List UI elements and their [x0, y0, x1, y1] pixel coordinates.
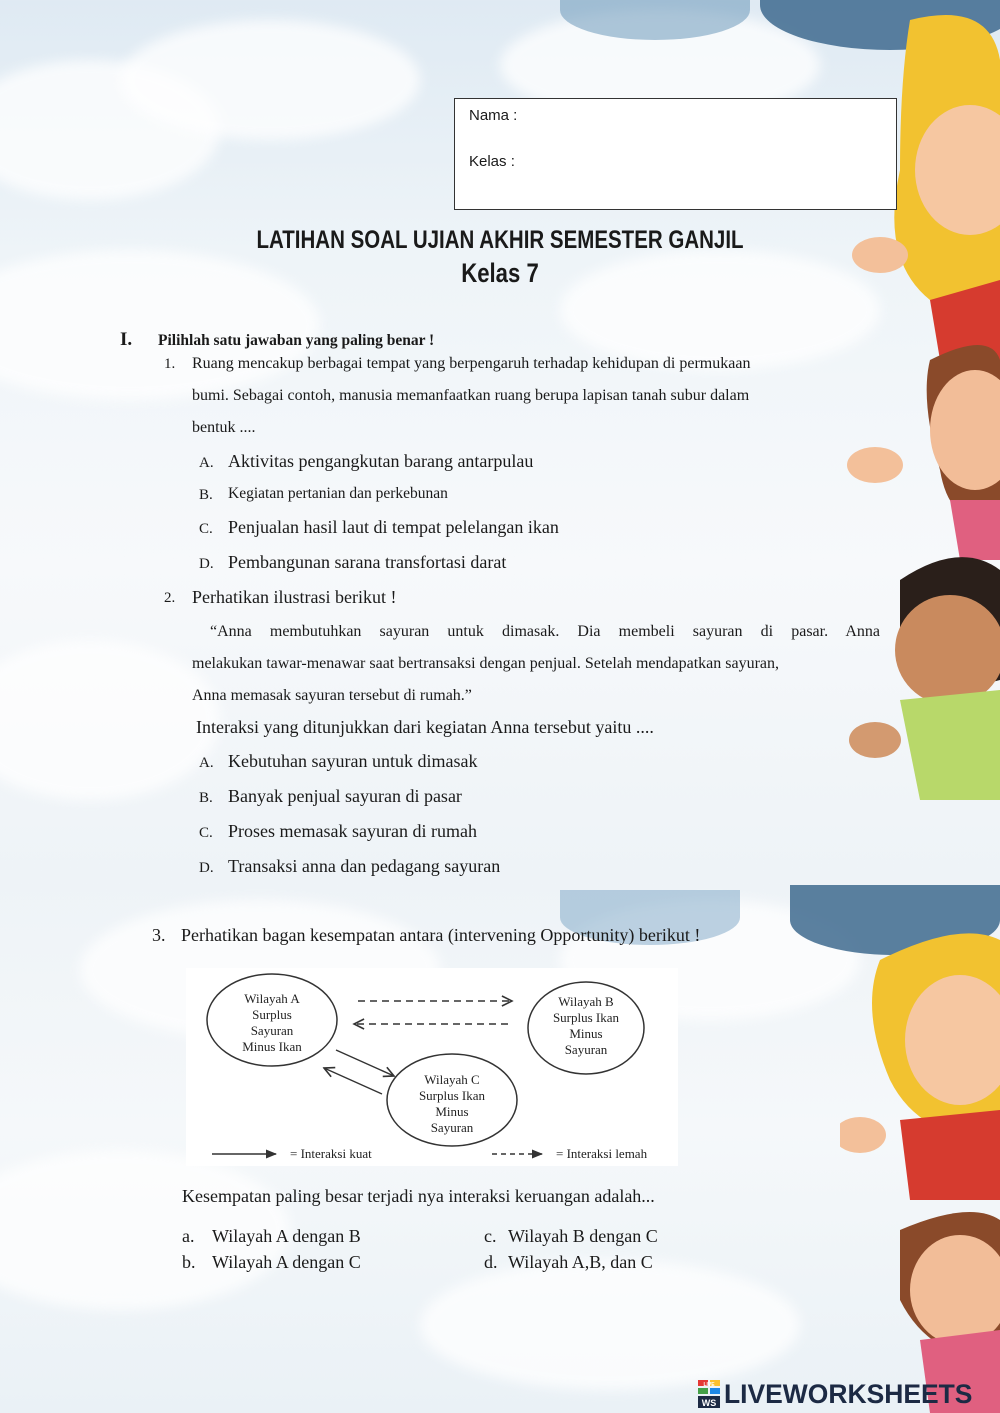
option-c[interactable]: Wilayah B dengan C — [508, 1226, 658, 1246]
question-text-line: bentuk .... — [192, 419, 256, 436]
page-title: LATIHAN SOAL UJIAN AKHIR SEMESTER GANJIL — [256, 226, 744, 254]
region-a-label: Surplus — [252, 1007, 292, 1022]
svg-text:LIVE: LIVE — [703, 1382, 715, 1388]
illustration-quote — [192, 616, 880, 712]
question-intro: Perhatikan ilustrasi berikut ! — [192, 587, 397, 607]
quote-line: “Anna membutuhkan sayuran untuk dimasak. Dia membeli sayuran di pasar. Anna — [210, 623, 880, 640]
option-letter: C. — [199, 825, 213, 841]
option-d[interactable]: Pembangunan sarana transfortasi darat — [228, 552, 507, 572]
option-a[interactable]: Aktivitas pengangkutan barang antarpulau — [228, 451, 534, 471]
region-b-label: Surplus Ikan — [552, 1010, 620, 1025]
option-d[interactable]: Wilayah A,B, dan C — [508, 1252, 653, 1272]
page-subtitle: Kelas 7 — [461, 258, 539, 288]
legend-weak-label: = Interaksi lemah — [556, 1146, 648, 1161]
option-a[interactable]: Kebutuhan sayuran untuk dimasak — [228, 751, 478, 771]
option-letter: A. — [199, 455, 214, 471]
kelas-label: Kelas : — [469, 153, 515, 170]
option-letter: C. — [199, 521, 213, 537]
strong-arrow-c-to-a — [324, 1068, 382, 1094]
region-c-label: Sayuran — [430, 1120, 474, 1135]
question-intro: Perhatikan bagan kesempatan antara (intervening Opportunity) berikut ! — [181, 925, 701, 945]
option-c[interactable]: Proses memasak sayuran di rumah — [228, 821, 477, 841]
region-a-label: Wilayah A — [244, 991, 300, 1006]
question-number: 2. — [164, 590, 176, 606]
student-info-box — [454, 98, 897, 210]
svg-text:WS: WS — [701, 1398, 717, 1408]
question-text-line: bumi. Sebagai contoh, manusia memanfaatkan ruang berupa lapisan tanah subur dalam — [192, 387, 750, 404]
option-d[interactable]: Transaksi anna dan pedagang sayuran — [228, 856, 501, 876]
region-c-label: Minus — [435, 1104, 469, 1119]
region-c-label: Surplus Ikan — [418, 1088, 486, 1103]
question-text: Interaksi yang ditunjukkan dari kegiatan Anna tersebut yaitu .... — [196, 717, 654, 737]
option-letter: D. — [199, 556, 214, 572]
nama-label: Nama : — [469, 107, 518, 124]
region-a-label: Minus Ikan — [242, 1039, 302, 1054]
option-letter: b. — [182, 1252, 196, 1272]
region-b-label: Wilayah B — [558, 994, 614, 1009]
liveworksheets-logo[interactable] — [698, 1376, 978, 1412]
region-a-label: Sayuran — [250, 1023, 294, 1038]
quote-line: Anna memasak sayuran tersebut di rumah.” — [192, 687, 472, 704]
option-b[interactable]: Banyak penjual sayuran di pasar — [228, 786, 462, 806]
strong-arrow-a-to-c — [336, 1050, 394, 1076]
intervening-opportunity-diagram — [186, 968, 678, 1166]
option-letter: B. — [199, 790, 213, 806]
liveworksheets-badge-icon — [698, 1380, 720, 1408]
option-letter: a. — [182, 1226, 195, 1246]
region-b-label: Sayuran — [564, 1042, 608, 1057]
option-letter: D. — [199, 860, 214, 876]
option-b[interactable]: Wilayah A dengan C — [212, 1252, 361, 1272]
option-a[interactable]: Wilayah A dengan B — [212, 1226, 361, 1246]
option-b[interactable]: Kegiatan pertanian dan perkebunan — [228, 485, 448, 502]
option-letter: A. — [199, 755, 214, 771]
option-c[interactable]: Penjualan hasil laut di tempat pelelangan ikan — [228, 517, 559, 537]
question-text: Kesempatan paling besar terjadi nya interaksi keruangan adalah... — [182, 1186, 655, 1206]
legend-strong-label: = Interaksi kuat — [290, 1146, 372, 1161]
question-text-line: Ruang mencakup berbagai tempat yang berpengaruh terhadap kehidupan di permukaan — [192, 355, 751, 372]
option-letter: d. — [484, 1252, 498, 1272]
section-instruction: Pilihlah satu jawaban yang paling benar ! — [158, 332, 435, 349]
region-b-label: Minus — [569, 1026, 603, 1041]
option-letter: c. — [484, 1226, 497, 1246]
question-number: 3. — [152, 925, 166, 945]
section-number: I. — [120, 329, 133, 350]
option-letter: B. — [199, 487, 213, 503]
question-number: 1. — [164, 356, 176, 372]
region-c-label: Wilayah C — [424, 1072, 480, 1087]
logo-text: LIVEWORKSHEETS — [724, 1378, 973, 1409]
quote-line: melakukan tawar-menawar saat bertransaksi dengan penjual. Setelah mendapatkan sayuran, — [192, 655, 779, 672]
